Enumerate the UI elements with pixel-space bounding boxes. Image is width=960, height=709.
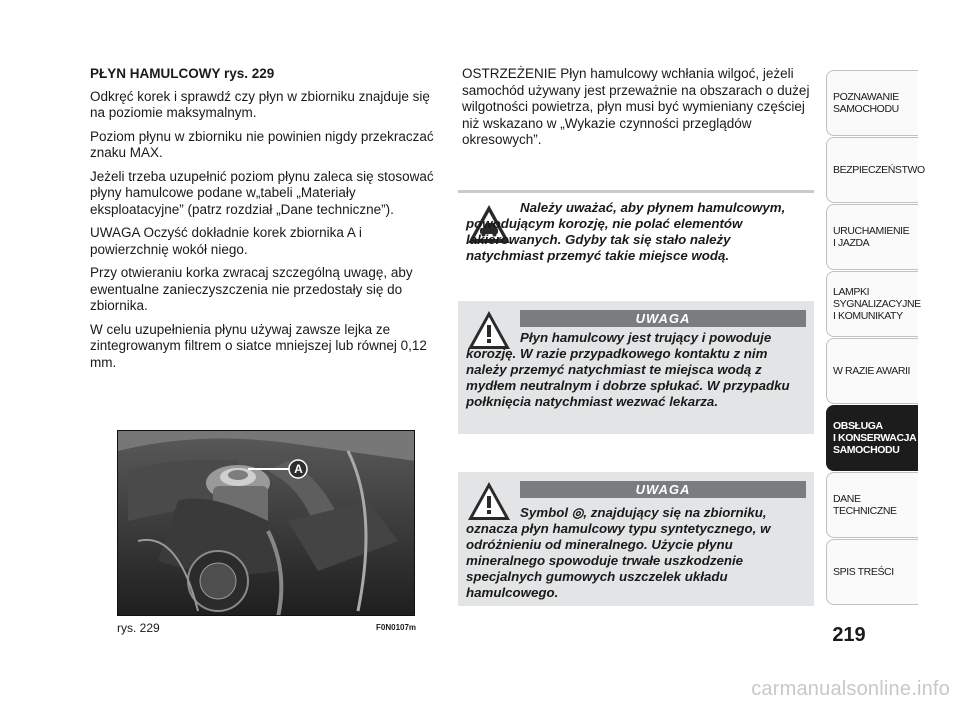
paint-warning-text: Należy uważać, aby płynem hamulcowym, powodującym korozję, nie polać elementów lakierowanych. Gdyby tak się stało należy natychmiast przemyć takie miejsce wodą. — [466, 200, 786, 263]
tab-dane-techniczne[interactable]: DANE TECHNICZNE — [826, 472, 918, 538]
engine-bay-photo — [117, 430, 415, 616]
separator-rule — [458, 190, 814, 193]
figure-code: F0N0107m — [376, 623, 417, 632]
toxic-warning-text: Płyn hamulcowy jest trujący i powoduje korozję. W razie przypadkowego kontaktu z nim należy przemyć natychmiast te miejsca wodą z mydłem neutralnym i dobrze spłukać. W przypadku połknięcia natychmiast wezwać lekarza. — [466, 330, 790, 409]
chapter-tabs — [826, 70, 925, 606]
tab-spis-tresci[interactable]: SPIS TREŚCI — [826, 539, 918, 605]
tab-w-razie-awarii[interactable]: W RAZIE AWARII — [826, 338, 918, 404]
toxic-warning-box — [458, 301, 814, 434]
right-column — [462, 66, 814, 149]
warning-title-bar: UWAGA — [520, 481, 806, 498]
paragraph-2: Poziom płynu w zbiorniku nie powinien nigdy przekraczać znaku MAX. — [90, 128, 434, 160]
watermark: carmanualsonline.info — [751, 678, 950, 700]
warning-paragraph: OSTRZEŻENIE Płyn hamulcowy wchłania wilgoć, jeżeli samochód używany jest przeważnie na obszarach o dużej wilgotności powietrza, płyn musi być wymieniany częściej niż wskazano w „Wykazie czynności przeglądów okresowych”. — [462, 66, 810, 147]
section-heading: PŁYN HAMULCOWY rys. 229 — [90, 66, 275, 81]
left-column — [90, 66, 442, 378]
paragraph-4: UWAGA Oczyść dokładnie korek zbiornika A i powierzchnię wokół niego. — [90, 225, 362, 257]
page-number: 219 — [832, 624, 866, 646]
tab-bezpieczenstwo[interactable]: BEZPIECZEŃSTWO — [826, 137, 918, 203]
engine-bay-illustration — [118, 431, 415, 616]
paint-warning-box — [458, 195, 814, 293]
paragraph-3: Jeżeli trzeba uzupełnić poziom płynu zaleca się stosować płyny hamulcowe podane w„tabeli „Materiały eksploatacyjne” (patrz rozdział „Dane techniczne”). — [90, 168, 434, 217]
tab-lampki-sygnalizacyjne[interactable]: LAMPKI SYGNALIZACYJNE I KOMUNIKATY — [826, 271, 918, 337]
paragraph-1: Odkręć korek i sprawdź czy płyn w zbiorniku znajduje się na poziomie maksymalnym. — [90, 88, 430, 120]
figure-caption: rys. 229 — [117, 621, 160, 635]
marker-a-label: A — [294, 462, 303, 476]
warning-title-bar: UWAGA — [520, 310, 806, 327]
paragraph-5: Przy otwieraniu korka zwracaj szczególną uwagę, aby ewentualne zanieczyszczenia nie przedostały się do zbiornika. — [90, 265, 413, 313]
symbol-warning-text: Symbol ◎, znajdujący się na zbiorniku, oznacza płyn hamulcowy typu syntetycznego, w odróżnieniu od mineralnego. Użycie płynu mineralnego spowoduje trwałe uszkodzenie specjalnych gumowych uszczelek układu hamulcowego. — [466, 505, 771, 600]
tab-obsluga-i-konserwacja[interactable]: OBSŁUGA I KONSERWACJA SAMOCHODU — [826, 405, 918, 471]
symbol-warning-box — [458, 472, 814, 606]
paragraph-6: W celu uzupełnienia płynu używaj zawsze lejka ze zintegrowanym filtrem o siatce mniejszej lub równej 0,12 mm. — [90, 321, 427, 370]
tab-uruchamienie-i-jazda[interactable]: URUCHAMIENIE I JAZDA — [826, 204, 918, 270]
tab-poznawanie-samochodu[interactable]: POZNAWANIE SAMOCHODU — [826, 70, 918, 136]
